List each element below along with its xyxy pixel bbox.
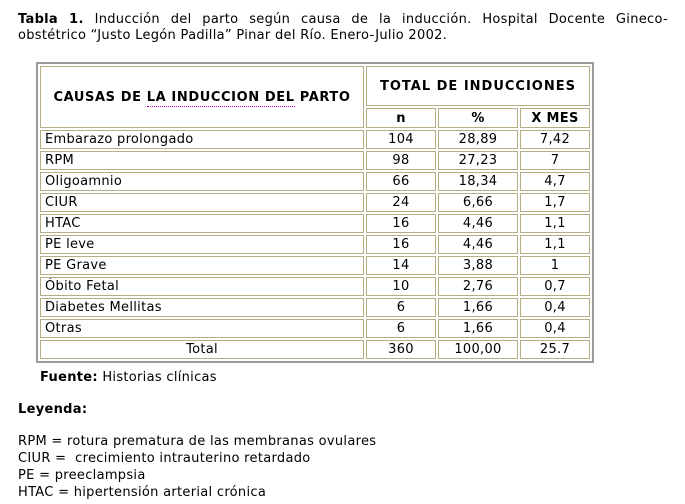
cause-cell: RPM — [40, 151, 364, 170]
pct-cell: 28,89 — [438, 130, 518, 149]
caption-text-line1: Inducción del parto según causa de la inducción. Hospital Docente Gineco- — [94, 12, 668, 27]
source-label: Fuente: — [40, 370, 98, 385]
table-row — [40, 256, 590, 275]
total-pct-cell: 100,00 — [438, 340, 518, 359]
legend-list — [18, 433, 668, 501]
table-row — [40, 235, 590, 254]
subheader-n: n — [366, 108, 436, 128]
total-n-cell: 360 — [366, 340, 436, 359]
cause-cell: PE leve — [40, 235, 364, 254]
legend-item: RPM = rotura prematura de las membranas ovulares — [18, 434, 377, 449]
source-note — [40, 370, 668, 386]
xmes-cell: 0,7 — [520, 277, 590, 296]
header-row-1 — [40, 66, 590, 106]
subheader-xmes: X MES — [520, 108, 590, 128]
total-xmes-cell: 25.7 — [520, 340, 590, 359]
pct-cell: 18,34 — [438, 172, 518, 191]
table-row — [40, 193, 590, 212]
cause-cell: CIUR — [40, 193, 364, 212]
cause-cell: Otras — [40, 319, 364, 338]
n-cell: 16 — [366, 235, 436, 254]
total-label-cell: Total — [40, 340, 364, 359]
pct-cell: 4,46 — [438, 214, 518, 233]
caption-bold-label: Tabla 1. — [18, 12, 84, 27]
n-cell: 66 — [366, 172, 436, 191]
causes-header-after: PARTO — [299, 89, 351, 105]
table-caption — [18, 12, 668, 44]
cause-cell: Óbito Fetal — [40, 277, 364, 296]
caption-line-2: obstétrico “Justo Legón Padilla” Pinar del Río. Enero-Julio 2002. — [18, 28, 448, 43]
table-row — [40, 319, 590, 338]
causes-header-before: CAUSAS DE — [53, 89, 142, 105]
xmes-cell: 0,4 — [520, 298, 590, 317]
xmes-cell: 1,1 — [520, 235, 590, 254]
legend-item: HTAC = hipertensión arterial crónica — [18, 485, 267, 500]
n-cell: 104 — [366, 130, 436, 149]
xmes-cell: 4,7 — [520, 172, 590, 191]
table-row — [40, 172, 590, 191]
inductions-table — [36, 62, 594, 363]
xmes-cell: 1 — [520, 256, 590, 275]
n-cell: 16 — [366, 214, 436, 233]
legend-item: CIUR = crecimiento intrauterino retardado — [18, 451, 311, 466]
table-row — [40, 298, 590, 317]
xmes-cell: 7 — [520, 151, 590, 170]
table-row — [40, 277, 590, 296]
table-row — [40, 214, 590, 233]
pct-cell: 27,23 — [438, 151, 518, 170]
n-cell: 6 — [366, 298, 436, 317]
cause-cell: Oligoamnio — [40, 172, 364, 191]
source-text: Historias clínicas — [102, 370, 217, 385]
pct-cell: 1,66 — [438, 319, 518, 338]
total-row — [40, 340, 590, 359]
n-cell: 98 — [366, 151, 436, 170]
cause-cell: HTAC — [40, 214, 364, 233]
xmes-cell: 7,42 — [520, 130, 590, 149]
n-cell: 6 — [366, 319, 436, 338]
header-total-cell: TOTAL DE INDUCCIONES — [366, 66, 590, 106]
pct-cell: 3,88 — [438, 256, 518, 275]
n-cell: 10 — [366, 277, 436, 296]
pct-cell: 6,66 — [438, 193, 518, 212]
xmes-cell: 1,1 — [520, 214, 590, 233]
cause-cell: Diabetes Mellitas — [40, 298, 364, 317]
subheader-pct: % — [438, 108, 518, 128]
legend-heading: Leyenda: — [18, 402, 88, 417]
n-cell: 14 — [366, 256, 436, 275]
n-cell: 24 — [366, 193, 436, 212]
pct-cell: 1,66 — [438, 298, 518, 317]
cause-cell: Embarazo prolongado — [40, 130, 364, 149]
table-row — [40, 130, 590, 149]
legend-item: PE = preeclampsia — [18, 468, 146, 483]
causes-header-underlined: LA INDUCCION DEL — [146, 89, 295, 105]
caption-line-1 — [18, 12, 668, 28]
table-row — [40, 151, 590, 170]
xmes-cell: 1,7 — [520, 193, 590, 212]
header-causes-cell — [40, 66, 364, 128]
pct-cell: 2,76 — [438, 277, 518, 296]
pct-cell: 4,46 — [438, 235, 518, 254]
cause-cell: PE Grave — [40, 256, 364, 275]
xmes-cell: 0,4 — [520, 319, 590, 338]
